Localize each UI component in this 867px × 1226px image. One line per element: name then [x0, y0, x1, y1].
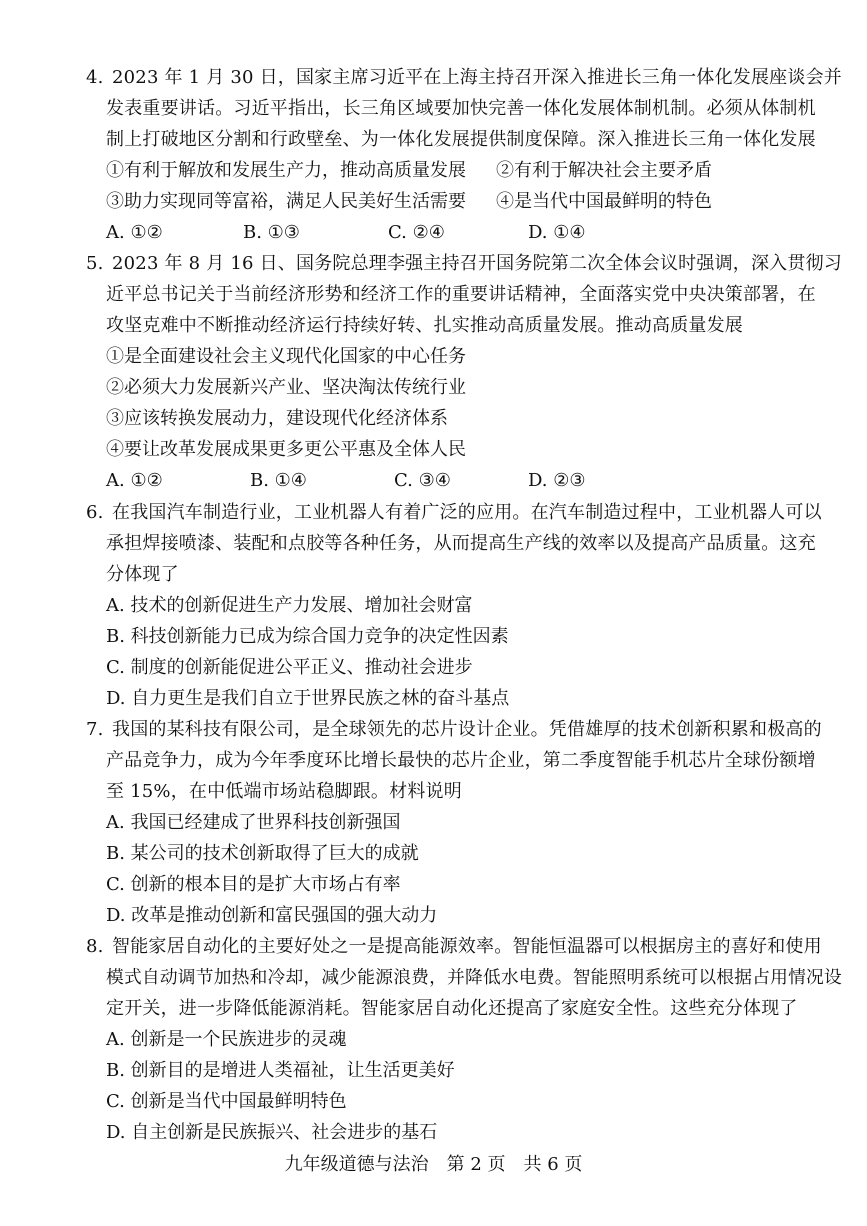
q7-choice-a: A. 我国已经建成了世界科技创新强国 — [106, 812, 401, 833]
q5-choice-d: D. ②③ — [528, 470, 586, 491]
q7-choice-d: D. 改革是推动创新和富民强国的强大动力 — [106, 905, 438, 926]
q5-line-1: 5. 2023 年 8 月 16 日、国务院总理李强主持召开国务院第二次全体会议时强调，深入贯彻习 — [86, 253, 842, 274]
q7-choice-c: C. 创新的根本目的是扩大市场占有率 — [106, 874, 401, 895]
q4-choice-d: D. ①④ — [528, 222, 586, 243]
q5-item-1: ①是全面建设社会主义现代化国家的中心任务 — [106, 346, 466, 367]
q6-line-2: 承担焊接喷漆、装配和点胶等各种任务，从而提高生产线的效率以及提高产品质量。这充 — [106, 533, 816, 554]
q5-number: 5. — [86, 253, 104, 274]
q8-line-1: 8. 智能家居自动化的主要好处之一是提高能源效率。智能恒温器可以根据房主的喜好和使用 — [86, 936, 822, 957]
q7-number: 7. — [86, 719, 104, 740]
q8-number: 8. — [86, 936, 104, 957]
q4-choice-a: A. ①② — [106, 222, 163, 243]
q8-choice-a: A. 创新是一个民族进步的灵魂 — [106, 1029, 347, 1050]
q4-number: 4. — [86, 67, 104, 88]
q5-item-3: ③应该转换发展动力，建设现代化经济体系 — [106, 408, 448, 429]
q5-item-4: ④要让改革发展成果更多更公平惠及全体人民 — [106, 439, 466, 460]
q8-choice-c: C. 创新是当代中国最鲜明特色 — [106, 1091, 347, 1112]
q8-line-3: 定开关，进一步降低能源消耗。智能家居自动化还提高了家庭安全性。这些充分体现了 — [106, 998, 798, 1019]
q8-choice-b: B. 创新目的是增进人类福祉，让生活更美好 — [106, 1060, 455, 1081]
q7-choice-b: B. 某公司的技术创新取得了巨大的成就 — [106, 843, 419, 864]
q4-line-2: 发表重要讲话。习近平指出，长三角区域要加快完善一体化发展体制机制。必须从体制机 — [106, 98, 816, 119]
q7-line-2: 产品竞争力，成为今年季度环比增长最快的芯片企业，第二季度智能手机芯片全球份额增 — [106, 750, 816, 771]
q4-choice-b: B. ①③ — [243, 222, 300, 243]
q5-choice-a: A. ①② — [106, 470, 163, 491]
q5-choice-c: C. ③④ — [394, 470, 451, 491]
q4-item-4: ④是当代中国最鲜明的特色 — [496, 191, 712, 212]
q6-line-1: 6. 在我国汽车制造行业，工业机器人有着广泛的应用。在汽车制造过程中，工业机器人可以 — [86, 502, 822, 523]
q4-item-1: ①有利于解放和发展生产力，推动高质量发展 — [106, 160, 466, 181]
page-footer: 九年级道德与法治 第 2 页 共 6 页 — [284, 1154, 583, 1175]
q6-choice-c: C. 制度的创新能促进公平正义、推动社会进步 — [106, 657, 473, 678]
q6-choice-a: A. 技术的创新促进生产力发展、增加社会财富 — [106, 595, 473, 616]
q5-item-2: ②必须大力发展新兴产业、坚决淘汰传统行业 — [106, 377, 466, 398]
q5-line-3: 攻坚克难中不断推动经济运行持续好转、扎实推动高质量发展。推动高质量发展 — [106, 315, 743, 336]
q7-line-3: 至 15%，在中低端市场站稳脚跟。材料说明 — [106, 781, 462, 802]
q5-choice-b: B. ①④ — [250, 470, 307, 491]
q4-item-2: ②有利于解决社会主要矛盾 — [496, 160, 712, 181]
q6-choice-b: B. 科技创新能力已成为综合国力竞争的决定性因素 — [106, 626, 509, 647]
q4-line-1: 4. 2023 年 1 月 30 日，国家主席习近平在上海主持召开深入推进长三角一体化发展座谈会并 — [86, 67, 842, 88]
q4-line-3: 制上打破地区分割和行政壁垒、为一体化发展提供制度保障。深入推进长三角一体化发展 — [106, 129, 816, 150]
q4-choice-c: C. ②④ — [388, 222, 445, 243]
q6-number: 6. — [86, 502, 104, 523]
q6-line-3: 分体现了 — [106, 564, 179, 585]
q5-line-2: 近平总书记关于当前经济形势和经济工作的重要讲话精神，全面落实党中央决策部署，在 — [106, 284, 816, 305]
q8-line-2: 模式自动调节加热和冷却，减少能源浪费，并降低水电费。智能照明系统可以根据占用情况设 — [106, 968, 842, 988]
q4-item-3: ③助力实现同等富裕，满足人民美好生活需要 — [106, 191, 466, 212]
q7-line-1: 7. 我国的某科技有限公司，是全球领先的芯片设计企业。凭借雄厚的技术创新积累和极高的 — [86, 719, 822, 740]
q8-choice-d: D. 自主创新是民族振兴、社会进步的基石 — [106, 1122, 438, 1143]
q6-choice-d: D. 自力更生是我们自立于世界民族之林的奋斗基点 — [106, 688, 510, 709]
